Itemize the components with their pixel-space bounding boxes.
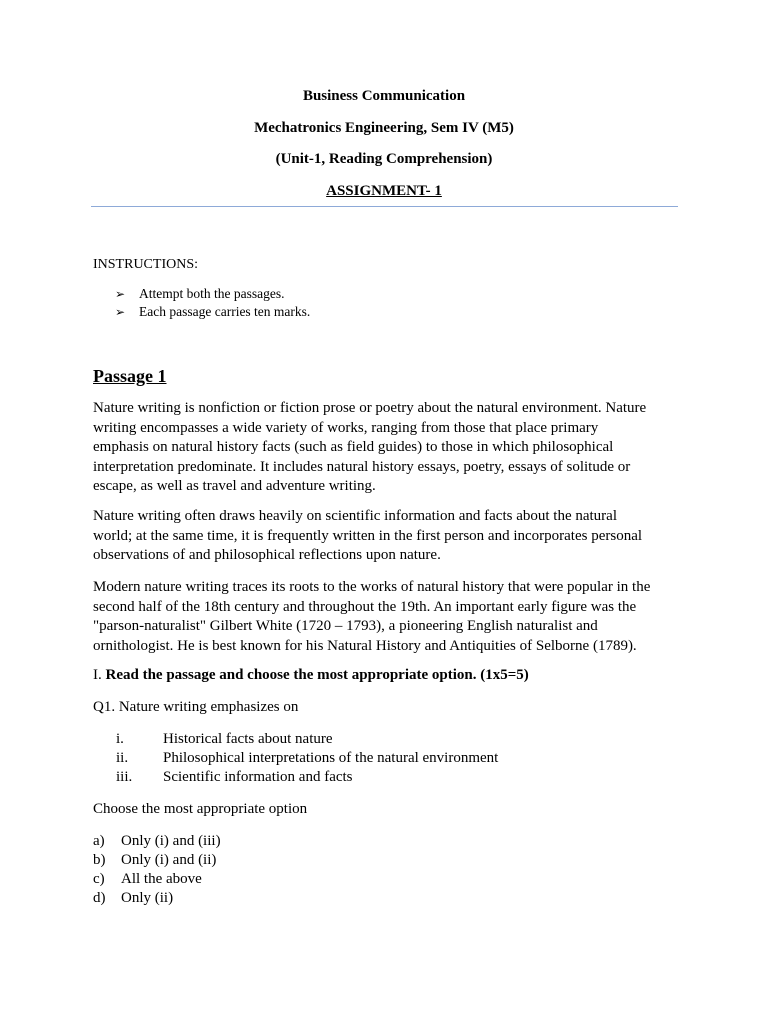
option-letter: d) xyxy=(93,890,106,906)
header-divider xyxy=(91,206,678,207)
option-letter: a) xyxy=(93,833,105,849)
section-instruction-text: Read the passage and choose the most appropriate option. (1x5=5) xyxy=(105,667,529,683)
paragraph-line: Nature writing often draws heavily on scientific information and facts about the natural xyxy=(93,508,617,524)
instruction-text: Attempt both the passages. xyxy=(139,286,285,301)
arrow-bullet-icon: ➢ xyxy=(115,305,126,319)
passage-paragraph xyxy=(93,578,683,656)
option-text: Only (i) and (ii) xyxy=(121,852,217,868)
program-title: Mechatronics Engineering, Sem IV (M5) xyxy=(254,120,514,136)
paragraph-line: Nature writing is nonfiction or fiction prose or poetry about the natural environment. Nature xyxy=(93,400,647,416)
instruction-text: Each passage carries ten marks. xyxy=(139,304,311,319)
paragraph-line: emphasis on natural history facts (such as field guides) to those in which philosophical xyxy=(93,439,614,455)
section-instruction xyxy=(93,666,529,686)
paragraph-line: observations of and philosophical reflections upon nature. xyxy=(93,547,441,563)
paragraph-line: escape, as well as travel and adventure writing. xyxy=(93,478,376,494)
option-text: Only (ii) xyxy=(121,890,174,906)
statement-text: Historical facts about nature xyxy=(163,731,333,747)
instruction-item xyxy=(115,303,310,321)
instructions-label: INSTRUCTIONS: xyxy=(93,257,199,272)
passage-heading: Passage 1 xyxy=(93,366,167,386)
paragraph-line: "parson-naturalist" Gilbert White (1720 – 1793), a pioneering English naturalist and xyxy=(93,618,598,634)
statement-number: ii. xyxy=(116,750,129,766)
option-letter: b) xyxy=(93,852,106,868)
course-title: Business Communication xyxy=(302,88,466,104)
options-prompt: Choose the most appropriate option xyxy=(93,801,308,817)
option-text: All the above xyxy=(121,871,202,887)
statement-number: i. xyxy=(116,731,124,747)
passage-paragraph xyxy=(93,507,683,566)
instruction-item xyxy=(115,285,284,303)
paragraph-line: world; at the same time, it is frequently written in the first person and incorporates personal xyxy=(93,527,643,544)
assignment-label: ASSIGNMENT- 1 xyxy=(326,183,442,199)
paragraph-line: writing encompasses a wide variety of works, ranging from those that place primary xyxy=(93,419,599,436)
statement-number: iii. xyxy=(116,769,133,785)
statement-text: Scientific information and facts xyxy=(163,769,353,785)
paragraph-line: Modern nature writing traces its roots to the works of natural history that were popular in the xyxy=(93,579,651,595)
section-number: I. xyxy=(93,667,106,683)
option-letter: c) xyxy=(93,871,105,887)
paragraph-line: interpretation predominate. It includes natural history essays, poetry, essays of solitude or xyxy=(93,458,631,475)
statement-text: Philosophical interpretations of the natural environment xyxy=(163,750,499,766)
passage-paragraph xyxy=(93,399,683,497)
question-text: Q1. Nature writing emphasizes on xyxy=(93,699,299,715)
paragraph-line: ornithologist. He is best known for his Natural History and Antiquities of Selborne (1789). xyxy=(93,637,637,654)
paragraph-line: second half of the 18th century and throughout the 19th. An important early figure was the xyxy=(93,598,637,615)
arrow-bullet-icon: ➢ xyxy=(115,287,126,301)
unit-title: (Unit-1, Reading Comprehension) xyxy=(275,151,493,167)
assignment-title xyxy=(0,182,768,200)
option-text: Only (i) and (iii) xyxy=(121,833,221,849)
